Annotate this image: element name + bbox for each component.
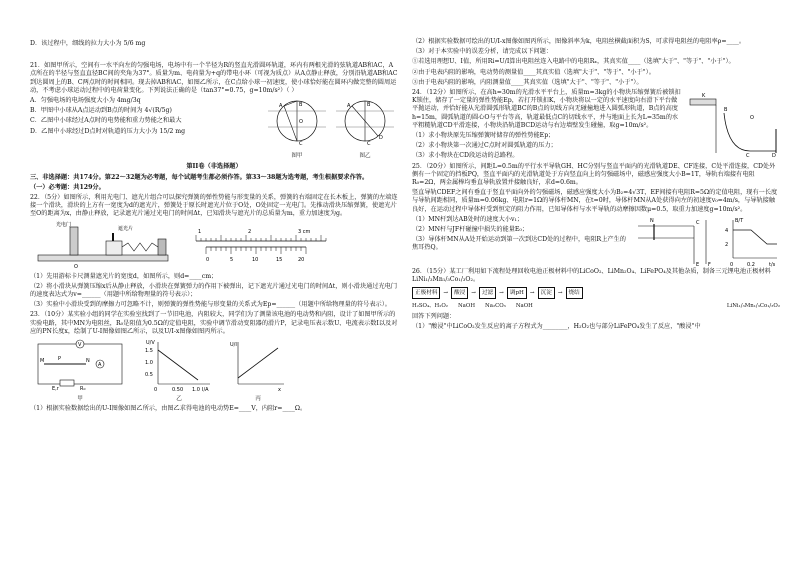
figure-jia-caption: 图甲 — [291, 153, 303, 160]
svg-text:C: C — [367, 141, 371, 148]
q24-part1: （1）求小物块原先压缩弹簧时储存的弹性势能Ep； — [412, 132, 555, 140]
u-i-y-label: U/V — [146, 340, 155, 347]
photogate-label: 光电门 — [56, 221, 72, 228]
part3-heading: 三、非选择题：共174分。第22～32题为必考题，每个试题考生都必须作答。第33～38题为选考题，考生根据要求作答。 — [30, 173, 369, 181]
u-i-x-tick-3: 1.0 — [192, 387, 200, 393]
vernier-caliper-figure — [186, 225, 336, 271]
q23-part3b: ②由于电表内阻的影响，电动势的测量值____其真实值（选填"大于"、"等于"、"小于"）。 — [412, 68, 655, 76]
u-i-y-tick-3: 0.5 — [145, 372, 153, 379]
svg-text:K: K — [702, 93, 706, 100]
q23-part3c: ③由于电表内阻的影响，内阻测量值____其真实值（选填"大于"、"等于"、"小于"）。 — [412, 78, 643, 86]
photogate-apparatus-figure — [30, 221, 180, 271]
svg-text:M: M — [40, 358, 45, 365]
ui-x-x-label: x — [278, 387, 281, 393]
flow-reagent-2: NaOH — [457, 303, 476, 310]
ruler-major-2: 2 — [248, 228, 252, 235]
svg-text:N: N — [650, 217, 655, 224]
q21-stem: 21．如图甲所示，空间有一水平向左的匀强电场，电场中有一个半径为R的竖直光滑圆环轨道，环内有两根光滑的弦轨道AB和AC，A点所在的半径与竖直直径BC间的夹角为37°。质量为m、电荷量为+q的带电小环（可视为质点）从A点静止释放，分别沿轨道AB和AC到达圆周上的B、C两点时的时间相同。现去掉AB和AC，如图乙所示，在C点给小球一初速度，使小球恰好能在圆环内做完整的圆周运动，不考虑小球运动过程中的电荷量变化。下列说法正确的是（tan37°=0.75，g=10m/s²）（ ） — [30, 62, 398, 94]
b-t-x-tick-2: 0.2 — [747, 261, 755, 268]
circuit-diagram — [30, 338, 130, 392]
svg-text:A: A — [347, 103, 351, 110]
q20-option-d: D．该过程中，细线的拉力大小为 — [30, 40, 122, 47]
svg-text:A: A — [279, 103, 283, 110]
svg-text:E,r: E,r — [52, 386, 59, 393]
svg-text:P: P — [58, 356, 62, 363]
u-i-x-tick-1: 0 — [154, 387, 158, 393]
figure-23-bing-caption: 丙 — [255, 396, 261, 403]
figure-yi-caption: 图乙 — [359, 153, 371, 160]
svg-text:B: B — [724, 107, 728, 114]
svg-text:C: C — [746, 153, 750, 160]
vernier-mark-10: 10 — [252, 256, 259, 263]
part3-required: （一）必考题：共129分。 — [30, 183, 105, 191]
flow-reagent-4: NaOH — [515, 303, 533, 310]
b-t-y-tick-1: 4 — [725, 227, 729, 234]
b-t-graph — [721, 216, 780, 268]
q26-stem: 26．（15分）某工厂利用如下流程处理回收电池正极材料中的LiCoO₂、LiMn₂O₄、LiFePO₄及其他杂质，制备三元锂电池正极材料LiNi₁/₃Mn₁/₃Co₁/₃O₂。 — [412, 267, 771, 284]
rail-figure — [634, 216, 715, 268]
q22-stem: 22．（5分）如图所示，利用光电门、遮光片组合可以探究弹簧的弹性势能与形变量的关系，弹簧的右端固定在长木板上，弹簧的左端连接一个滑块，滑块的上方有一宽度为d的遮光片，弹簧处于原长时遮光片位于O处，O处固定一光电门。先推动滑块压缩弹簧，使遮光片至O的距离为x，由静止释放，记录遮光片通过光电门的时间Δt，已知滑块与遮光片的总质量为m，重力加速度为g。 — [30, 194, 398, 218]
q23-part2: （2）根据实验数据可绘出的U/I-x图像如图丙所示，图像斜率为k，电阻丝横截面积为S，可求得电阻丝的电阻率ρ=____。 — [412, 38, 746, 45]
u-i-x-label: I/A — [202, 387, 209, 393]
q22-part2: （2）将小滑块从弹簧压缩x后从静止释放，小滑块在弹簧弹力的作用下被弹出，记下遮光片通过光电门的时间Δt，则小滑块通过光电门的速度表达式为v=______（用题中所给物理量的符号表示）； — [30, 282, 398, 299]
q25-stem-b: 竖直导轨CDEF之间有垂直于竖直平面向外的匀强磁场，磁感应强度大小为B₂=4√3T，EF间接有电阻R=5Ω的定值电阻，现有一长度与导轨间距相同，质量m=0.06kg、电阻r=1Ω的导体杆MN，在t=0时，导体杆MN从A处获得向左的初速度v₀=4m/s，与导轨接触良好，在运动过程中导体杆受到恒定的阻力作用，已知导体杆与水平导轨的动摩擦因数μ=0.5，取重力加速度g=10m/s²。 — [412, 189, 778, 213]
q21-option-a: A．匀强电场的电场强度大小为 4mg/3q — [30, 97, 141, 105]
vernier-mark-20: 20 — [298, 256, 305, 263]
circle-figure-yi — [334, 97, 396, 149]
q21-option-c: C．乙图中小球经过A点时的电势能和重力势能之和最大 — [30, 117, 182, 125]
ui-x-y-label: U/I — [230, 342, 237, 349]
ui-x-graph — [228, 338, 288, 392]
svg-text:N: N — [86, 358, 90, 365]
svg-text:C: C — [696, 219, 700, 226]
svg-text:D: D — [772, 153, 776, 160]
svg-text:V: V — [78, 342, 82, 349]
q21-option-d: D．乙图中小球经过D点时对轨道的压力大小为 15/2 mg — [30, 127, 186, 135]
ruler-unit: 3 cm — [298, 228, 311, 235]
platform-track-figure — [688, 89, 780, 159]
flow-step-4: 调pH — [507, 287, 527, 299]
b-t-y-tick-2: 2 — [725, 241, 729, 248]
left-column — [30, 38, 398, 553]
q26-answer-prompt: 回答下列问题： — [412, 312, 456, 320]
b-t-y-label: B/T — [735, 217, 744, 224]
flow-step-1: 正极材料 — [412, 287, 440, 299]
q23-stem: 23．（10分）某实验小组的同学在实验室找到了一节旧电池，内阻较大，同学们为了测量该电池的电动势和内阻，设计了如图甲所示的实验电路，其中MN为电阻丝，R₀是阻值为0.5Ω的定值电阻，实验中调节滑动变阻器的滑片P，记录电压表示数U、电流表示数I以及对应的PN长度x，绘制了U-I图像如图乙所示，以及U/I-x图像如图丙所示。 — [30, 311, 398, 335]
circle-figure-jia — [266, 97, 328, 149]
q25-part1: （1）MN杆到达AB处时的速度大小v₁； — [412, 215, 524, 223]
u-i-graph — [144, 338, 214, 392]
flow-step-6: 烧结 — [566, 287, 583, 299]
svg-text:R₀: R₀ — [80, 386, 86, 393]
svg-text:A: A — [98, 362, 102, 369]
u-i-y-tick-1: 1.5 — [145, 348, 153, 355]
svg-text:F: F — [708, 261, 712, 268]
q25-part2: （2）MN杆与JF杆碰撞中损失的能量E₀； — [412, 226, 529, 234]
flow-reagent-3: Na₂CO₃ — [485, 303, 506, 310]
process-flow: 正极材料 → 酸浸 → 过滤 → 调pH → 沉淀 → 烧结 — [412, 287, 780, 299]
svg-text:E: E — [696, 261, 700, 268]
flow-step-3: 过滤 — [479, 287, 496, 299]
figure-23-jia-caption: 甲 — [77, 396, 83, 403]
flow-reagent-1: H₂SO₄、H₂O₂ — [412, 303, 448, 310]
shading-plate-label: 遮光片 — [118, 225, 134, 232]
q21-option-b: B．甲图中小球从A点运动到B点的时间为 4√(R/5g) — [30, 107, 172, 115]
b-t-x-label: t/s — [769, 261, 776, 268]
u-i-x-tick-2: 0.50 — [172, 387, 184, 393]
q22-part1: （1）先用游标卡尺测量遮光片的宽度d，如图所示，则d=____cm； — [30, 272, 218, 280]
flow-product: LiNi₁/₃Mn₁/₃Co₁/₃O₂ — [726, 303, 780, 310]
b-t-x-tick-1: 0 — [730, 261, 734, 268]
svg-text:C: C — [299, 141, 303, 148]
svg-text:B: B — [299, 102, 303, 109]
svg-text:D: D — [379, 135, 383, 142]
flow-step-2: 酸浸 — [451, 287, 468, 299]
svg-text:O: O — [750, 115, 754, 122]
right-column — [412, 38, 780, 553]
svg-text:B: B — [367, 102, 371, 109]
q25-stem: 25．（20分）如图所示，间距L=0.5m的平行水平导轨GH、HC分别与竖直平面内的光滑轨道DE、CF连接，C处平滑连接，CD处外侧有一个固定的挡板PQ，竖直平面内的光滑轨道处于方向竖直向上的匀强磁场中，磁感应强度大小B=1T，导轨右端接有电阻R₀=2Ω，两金属棒均垂直导轨放置并接触良好，求d=0.6m。 — [412, 162, 776, 187]
ruler-major-1: 1 — [198, 228, 202, 235]
q25-part3: （3）导体杆MN从A处开始运动到第一次到达CD处的过程中，电阻R上产生的焦耳热Q。 — [412, 236, 626, 252]
q24-stem: 24．（12分）如图所示，在高h=30m的光滑水平平台上，质量m=3kg的小物块压缩弹簧后被锁扣K锁住，储存了一定量的弹性势能Ep，若打开锁扣K，小物块将以一定的水平速度向右滑下平台做平抛运动，并恰好能从光滑圆弧形轨道BC的B点的切线方向无碰撞地进入圆弧形轨道，B点的高度h=15m，圆弧轨道的圆心O与平台等高，轨道最低点C的切线水平，并与地面上长为L=35m的水平粗糙轨道CD平滑连接，小物块沿轨道BCD运动与右边墙壁发生碰撞，取g=10m/s²。 — [412, 89, 681, 129]
vernier-mark-15: 15 — [276, 256, 283, 263]
q22-part3: （3）实验中小滑块受到的摩擦力可忽略不计，则弹簧的弹性势能与形变量的关系式为Ep=______（用题中所给物理量的符号表示）。 — [30, 301, 391, 309]
vernier-mark-0: 0 — [206, 256, 210, 263]
q24-part2: （2）求小物块第一次通过C点时对圆弧轨道的压力； — [412, 142, 557, 150]
part2-heading: 第II卷（非选择题） — [186, 163, 242, 171]
svg-text:O: O — [74, 263, 78, 270]
vernier-mark-5: 5 — [230, 256, 234, 263]
q24-part3: （3）求小物块在CD段运动的总路程。 — [412, 152, 519, 160]
q26-part1: （1）"酸浸"中LiCoO₂发生反应的离子方程式为________，H₂O₂也与部分LiFePO₄发生了反应，"酸浸"中 — [412, 322, 701, 330]
q23-part1: （1）根据实验数据绘出的U-I图像如图乙所示，由图乙求得电池的电动势E=____V，内阻r=____Ω。 — [30, 405, 307, 413]
q23-part3: （3）对于本实验中的误差分析，请完成以下问题： — [412, 48, 553, 56]
u-i-y-tick-2: 1.0 — [145, 360, 153, 367]
q20-option-d-fraction: 5/6 mg — [123, 40, 146, 47]
flow-step-5: 沉淀 — [538, 287, 555, 299]
q23-part3a: ①若选用理想U、I值，所用Ri=U/I算出电阻丝连入电路中的电阻Rₓ，其真实值____（选填"大于"、"等于"、"小于"）。 — [412, 58, 735, 66]
svg-text:O: O — [299, 119, 303, 126]
figure-23-yi-caption: 乙 — [176, 396, 182, 403]
